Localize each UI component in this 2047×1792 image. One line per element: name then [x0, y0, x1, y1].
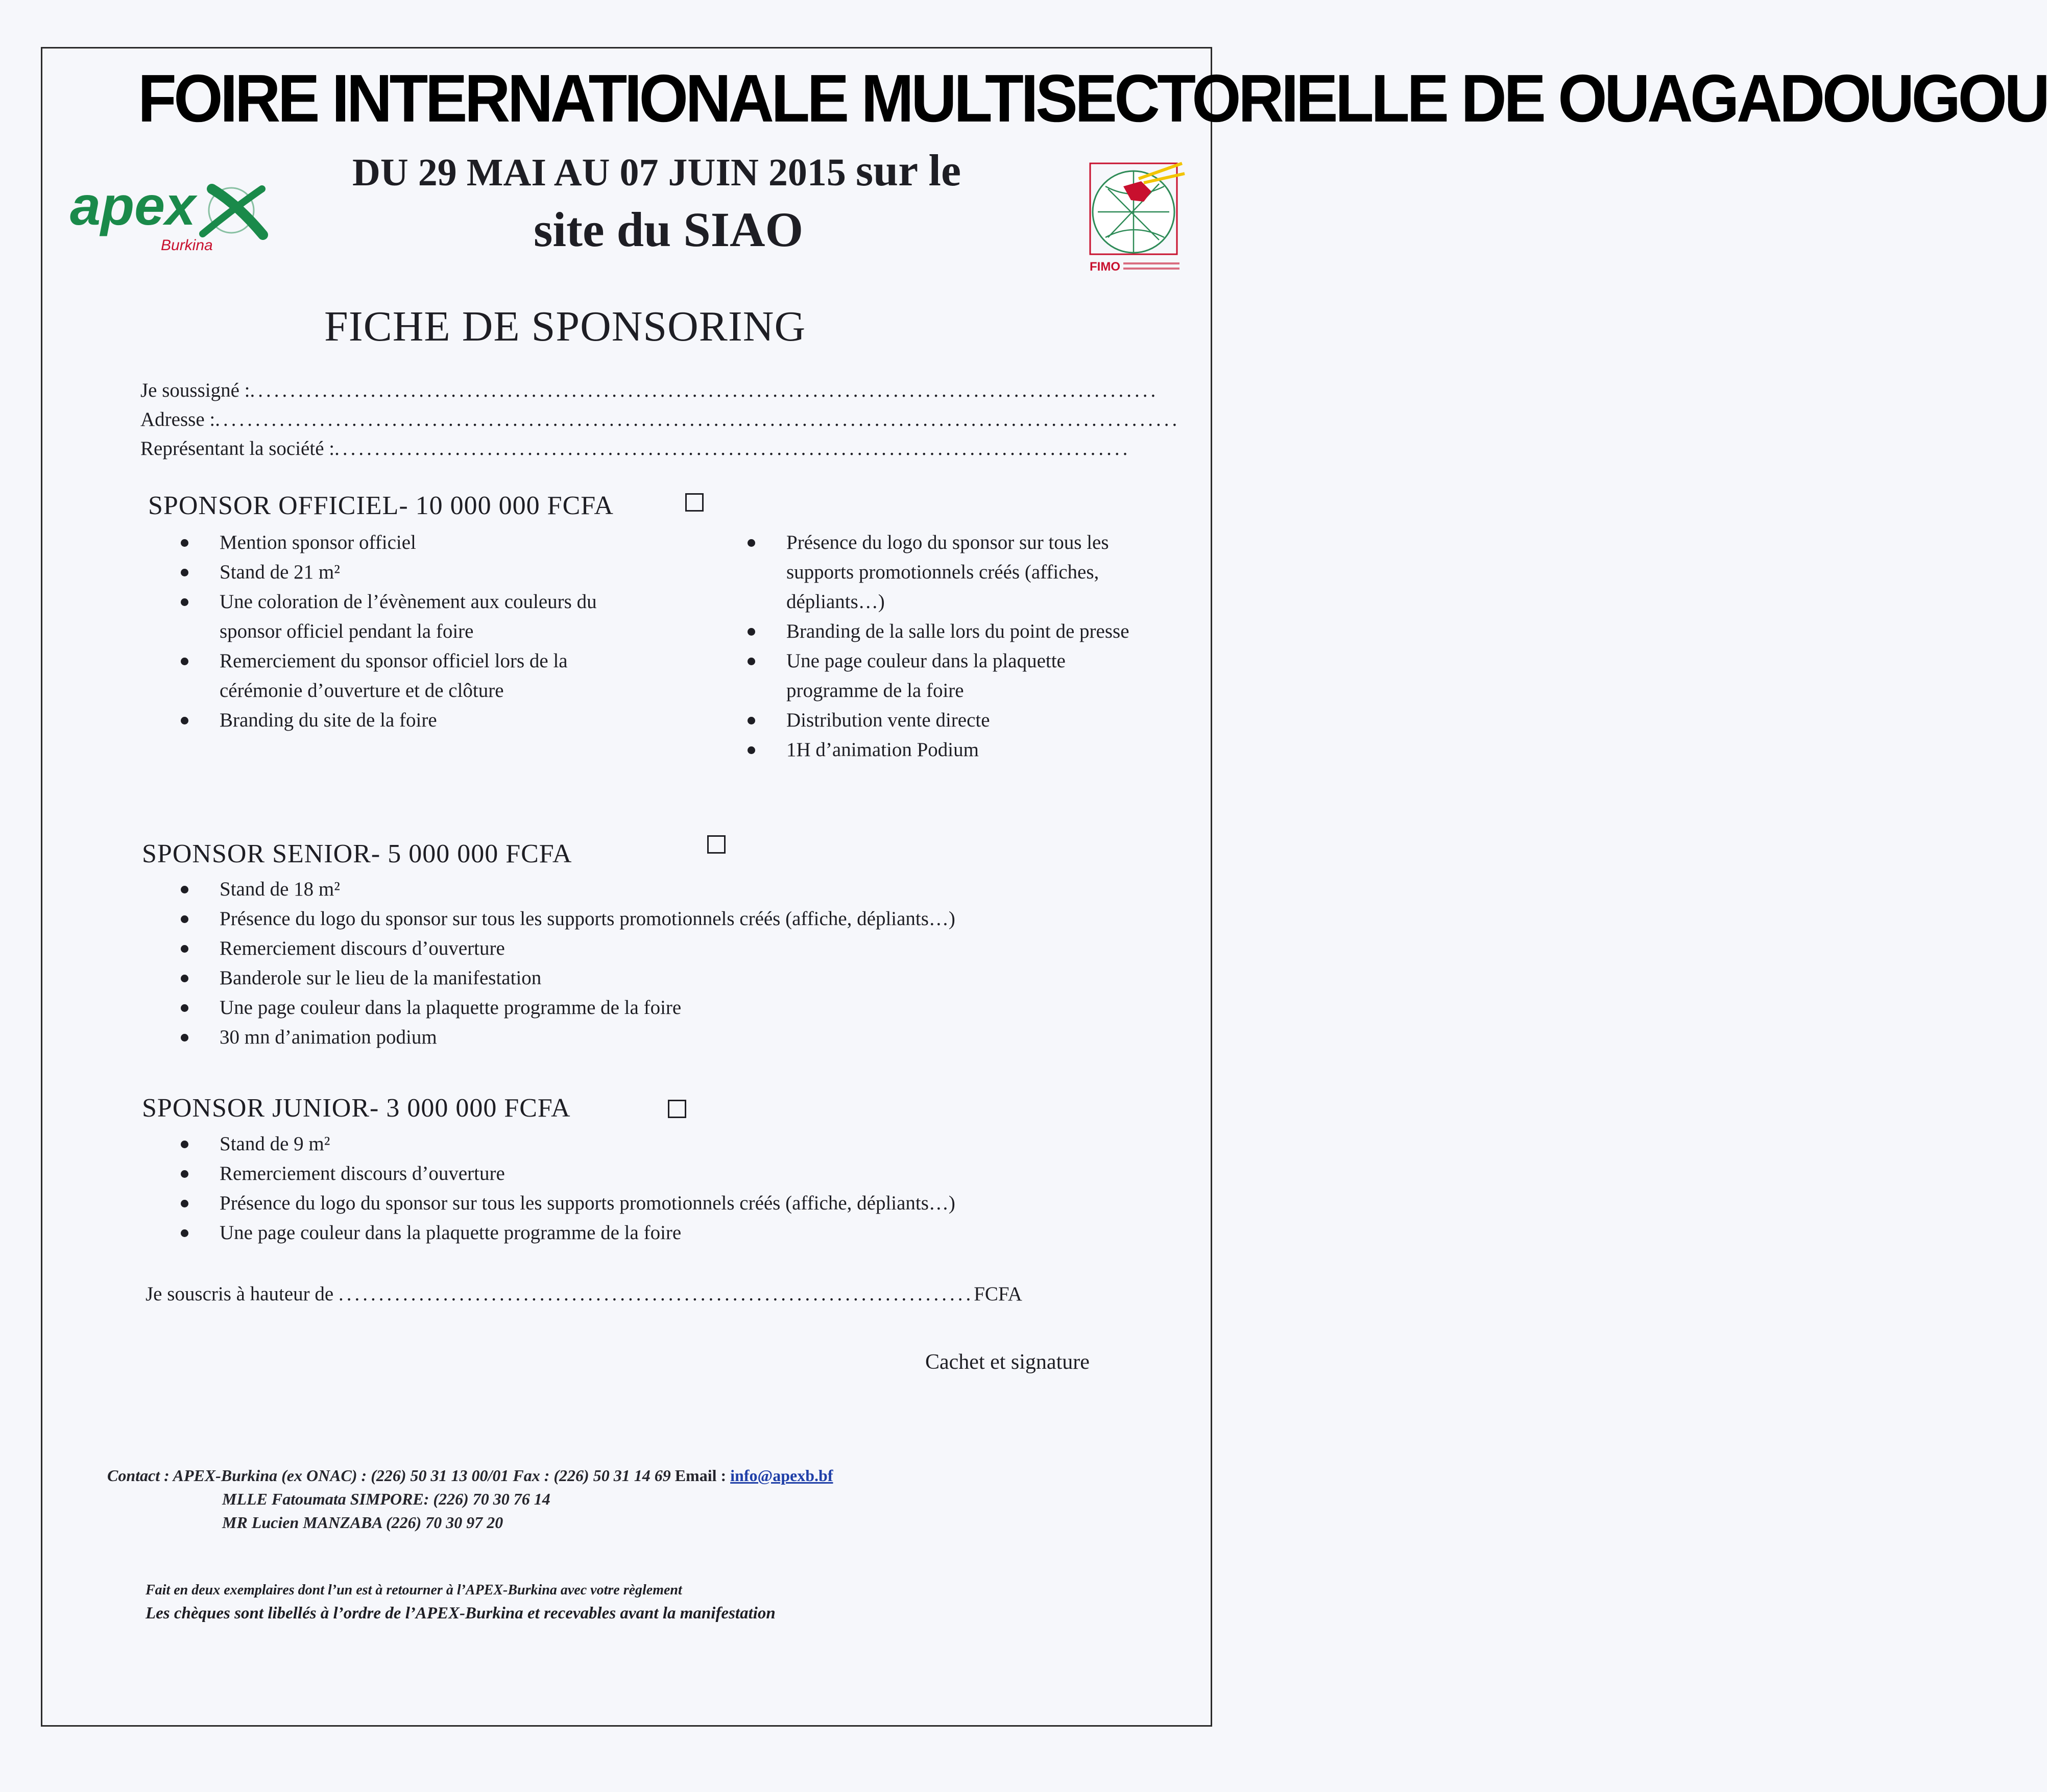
senior-list [180, 875, 955, 1052]
junior-list [180, 1129, 955, 1248]
list-item: Mention sponsor officiel [180, 528, 638, 558]
list-item: Banderole sur le lieu de la manifestation [180, 963, 955, 993]
sponsor-junior-title: SPONSOR JUNIOR- 3 000 000 FCFA [142, 1094, 571, 1123]
note-cheques: Les chèques sont libellés à l’ordre de l’APEX-Burkina et recevables avant la manifestation [146, 1604, 776, 1623]
field-adresse-label: Adresse : [140, 408, 215, 430]
field-societe[interactable] [140, 435, 1130, 463]
list-item: Branding de la salle lors du point de presse [746, 617, 1154, 646]
officiel-left-list [180, 528, 638, 735]
list-item: Une coloration de l’évènement aux couleurs du sponsor officiel pendant la foire [180, 587, 597, 646]
contact-main: Contact : APEX-Burkina (ex ONAC) : (226) 50 31 13 00/01 Fax : (226) 50 31 14 69 [107, 1466, 671, 1485]
list-item: Stand de 18 m² [180, 875, 955, 904]
list-item: Remerciement discours d’ouverture [180, 1159, 955, 1189]
list-item: Présence du logo du sponsor sur tous les supports promotionnels créés (affiche, dépliants…) [180, 904, 955, 934]
list-item: Une page couleur dans la plaquette programme de la foire [180, 1218, 955, 1248]
contact-line-2: MLLE Fatoumata SIMPORE: (226) 70 30 76 14 [222, 1490, 550, 1508]
event-date-suffix: sur le [855, 146, 961, 196]
sponsor-officiel-title: SPONSOR OFFICIEL- 10 000 000 FCFA [148, 491, 614, 520]
event-site: site du SIAO [534, 202, 804, 257]
email-label: Email : [675, 1466, 727, 1485]
fimo-tagline-mark [1123, 262, 1179, 264]
form-title: FICHE DE SPONSORING [324, 303, 806, 350]
fill-line: ................................................................................................... [334, 438, 1131, 459]
sponsor-senior-checkbox[interactable] [707, 835, 726, 854]
signature-label: Cachet et signature [925, 1350, 1090, 1374]
fimo-tagline-mark-2 [1123, 268, 1179, 270]
field-souscription-label: Je souscris à hauteur de [146, 1283, 334, 1305]
list-item: Présence du logo du sponsor sur tous les supports promotionnels créés (affiche, dépliants…) [180, 1189, 955, 1218]
contact-line-3: MR Lucien MANZABA (226) 70 30 97 20 [222, 1513, 503, 1532]
sponsor-junior-checkbox[interactable] [668, 1100, 686, 1118]
sponsor-senior-title: SPONSOR SENIOR- 5 000 000 FCFA [142, 839, 572, 868]
field-souscription-currency: FCFA [974, 1283, 1022, 1305]
main-title: FOIRE INTERNATIONALE MULTISECTORIELLE DE OUAGADOUGOU [138, 61, 2047, 136]
fimo-logo-word: FIMO [1090, 260, 1120, 274]
apex-logo-word: apex [70, 175, 196, 236]
sponsor-officiel-checkbox[interactable] [685, 493, 704, 512]
email-link[interactable]: info@apexb.bf [730, 1466, 833, 1485]
field-soussigne-label: Je soussigné : [140, 379, 250, 401]
officiel-right-list [746, 528, 1174, 765]
event-date [352, 146, 1016, 198]
list-item: Une page couleur dans la plaquette programme de la foire [746, 646, 1154, 706]
contact-line-1 [107, 1464, 833, 1487]
field-souscription[interactable] [146, 1280, 1022, 1308]
field-adresse[interactable] [140, 406, 1180, 433]
list-item: 1H d’animation Podium [746, 735, 1174, 765]
fill-line: ............................................................................... [338, 1283, 974, 1305]
list-item: Distribution vente directe [746, 706, 1174, 735]
fill-line: ................................................................................................................. [250, 379, 1159, 401]
list-item: Présence du logo du sponsor sur tous les supports promotionnels créés (affiches, dépliants…) [746, 528, 1144, 617]
list-item: Stand de 21 m² [180, 558, 638, 587]
fimo-logo [1088, 153, 1190, 281]
list-item: Stand de 9 m² [180, 1129, 955, 1159]
list-item: Une page couleur dans la plaquette programme de la foire [180, 993, 955, 1023]
apex-logo-sub: Burkina [161, 237, 213, 254]
apex-logo [69, 168, 283, 255]
list-item: Branding du site de la foire [180, 706, 638, 735]
list-item: 30 mn d’animation podium [180, 1023, 955, 1052]
list-item: Remerciement du sponsor officiel lors de la cérémonie d’ouverture et de clôture [180, 646, 597, 706]
fill-line: ........................................................................................................................ [215, 408, 1181, 430]
note-copies: Fait en deux exemplaires dont l’un est à retourner à l’APEX-Burkina avec votre règlement [146, 1582, 682, 1598]
field-societe-label: Représentant la société : [140, 438, 335, 459]
list-item: Remerciement discours d’ouverture [180, 934, 955, 963]
event-date-text: DU 29 MAI AU 07 JUIN 2015 [352, 151, 846, 194]
field-soussigne[interactable] [140, 377, 1159, 404]
